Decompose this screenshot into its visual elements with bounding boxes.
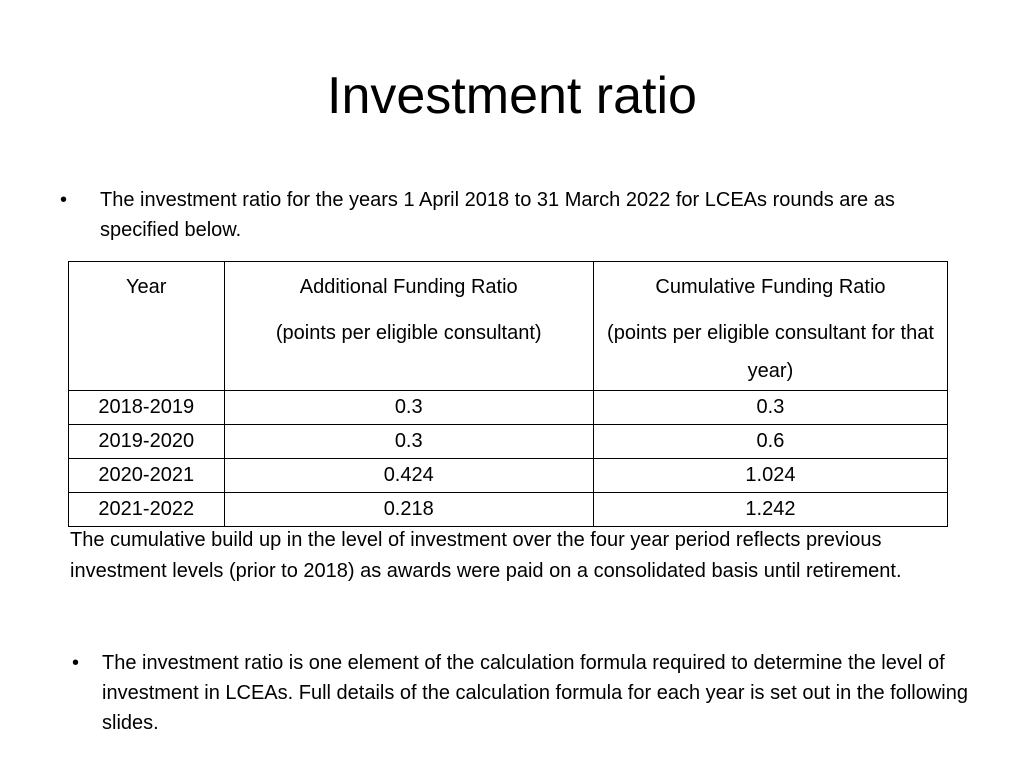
table-row xyxy=(69,459,948,493)
cell-cumulative: 1.242 xyxy=(593,493,947,527)
cell-additional: 0.218 xyxy=(224,493,593,527)
cell-additional: 0.424 xyxy=(224,459,593,493)
header-year xyxy=(69,262,225,391)
slide-title: Investment ratio xyxy=(327,67,697,125)
table-header-row xyxy=(69,262,948,391)
cell-cumulative: 1.024 xyxy=(593,459,947,493)
header-additional-label: Additional Funding Ratio xyxy=(299,276,518,298)
header-cumulative-sublabel: (points per eligible consultant for that year) xyxy=(607,322,934,382)
bullet-dot-icon: • xyxy=(72,652,80,674)
table-row xyxy=(69,391,948,425)
header-cumulative-label: Cumulative Funding Ratio xyxy=(655,276,886,298)
cell-year: 2021-2022 xyxy=(69,493,225,527)
header-additional-funding-ratio xyxy=(224,262,593,391)
table-row xyxy=(69,425,948,459)
bullet-dot-icon: • xyxy=(60,189,68,211)
header-additional-sublabel: (points per eligible consultant) xyxy=(275,322,542,344)
bullet-item xyxy=(72,648,972,738)
cell-cumulative: 0.6 xyxy=(593,425,947,459)
bullet-item xyxy=(60,185,970,245)
bullet-text: The investment ratio for the years 1 April 2018 to 31 March 2022 for LCEAs rounds are as specified below. xyxy=(100,189,895,241)
investment-ratio-table xyxy=(68,261,948,527)
cell-year: 2018-2019 xyxy=(69,391,225,425)
cell-year: 2020-2021 xyxy=(69,459,225,493)
header-year-label: Year xyxy=(126,276,167,298)
bullet-text: The investment ratio is one element of the calculation formula required to determine the level of investment in LCEAs. Full details of the calculation formula for each year is set out in the following slides. xyxy=(102,652,968,734)
explanation-paragraph: The cumulative build up in the level of investment over the four year period reflects previous investment levels (prior to 2018) as awards were paid on a consolidated basis until retirement. xyxy=(70,529,902,582)
table-row xyxy=(69,493,948,527)
cell-cumulative: 0.3 xyxy=(593,391,947,425)
cell-additional: 0.3 xyxy=(224,425,593,459)
cell-additional: 0.3 xyxy=(224,391,593,425)
header-cumulative-funding-ratio xyxy=(593,262,947,391)
cell-year: 2019-2020 xyxy=(69,425,225,459)
